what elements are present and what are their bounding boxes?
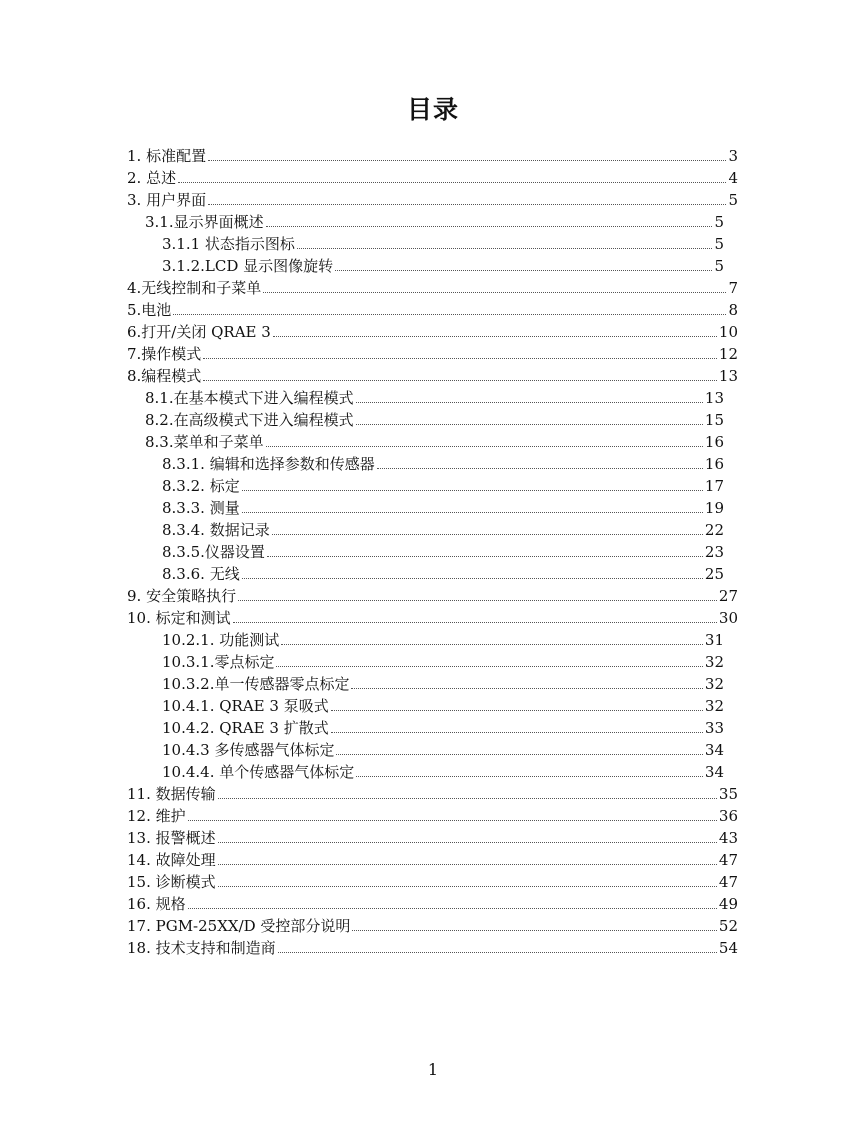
toc-entry-label: 8.1.在基本模式下进入编程模式 <box>145 389 354 407</box>
toc-entry-label: 15. 诊断模式 <box>127 873 216 891</box>
toc-entry[interactable] <box>162 693 724 715</box>
toc-entry-label: 3.1.显示界面概述 <box>145 213 264 231</box>
toc-leader-dots <box>272 534 703 535</box>
toc-entry[interactable] <box>127 781 738 803</box>
toc-leader-dots <box>208 160 726 161</box>
toc-entry-label: 5.电池 <box>127 301 172 319</box>
page-number: 1 <box>427 1060 439 1079</box>
toc-leader-dots <box>331 732 703 733</box>
toc-entry-page: 7 <box>728 279 738 297</box>
toc-entry-page: 13 <box>704 389 724 407</box>
toc-entry-page: 34 <box>704 763 724 781</box>
toc-entry-page: 16 <box>704 455 724 473</box>
toc-entry[interactable] <box>162 671 724 693</box>
toc-entry-label: 18. 技术支持和制造商 <box>127 939 276 957</box>
toc-entry-label: 8.3.3. 测量 <box>162 499 240 517</box>
toc-leader-dots <box>203 358 717 359</box>
toc-entry-label: 12. 维护 <box>127 807 186 825</box>
toc-entry-page: 17 <box>704 477 724 495</box>
toc-entry-page: 47 <box>718 851 738 869</box>
toc-entry-page: 49 <box>718 895 738 913</box>
toc-entry-label: 8.3.4. 数据记录 <box>162 521 270 539</box>
toc-entry-label: 14. 故障处理 <box>127 851 216 869</box>
toc-entry[interactable] <box>145 385 724 407</box>
toc-entry[interactable] <box>127 605 738 627</box>
toc-leader-dots <box>336 754 702 755</box>
toc-entry[interactable] <box>127 319 738 341</box>
toc-entry-label: 8.3.1. 编辑和选择参数和传感器 <box>162 455 375 473</box>
toc-entry-page: 33 <box>704 719 724 737</box>
toc-leader-dots <box>276 666 702 667</box>
toc-leader-dots <box>173 314 726 315</box>
toc-leader-dots <box>356 424 703 425</box>
toc-entry-label: 10.4.1. QRAE 3 泵吸式 <box>162 697 329 715</box>
toc-entry[interactable] <box>127 803 738 825</box>
toc-entry-label: 11. 数据传输 <box>127 785 216 803</box>
toc-entry-label: 8.编程模式 <box>127 367 202 385</box>
toc-entry-label: 4.无线控制和子菜单 <box>127 279 262 297</box>
toc-entry[interactable] <box>145 209 724 231</box>
toc-entry[interactable] <box>162 759 724 781</box>
toc-leader-dots <box>242 512 703 513</box>
toc-entry[interactable] <box>162 231 724 253</box>
toc-entry-label: 10. 标定和测试 <box>127 609 231 627</box>
toc-entry-page: 4 <box>728 169 738 187</box>
toc-entry[interactable] <box>162 473 724 495</box>
toc-leader-dots <box>331 710 703 711</box>
toc-entry-label: 17. PGM-25XX/D 受控部分说明 <box>127 917 351 935</box>
toc-entry-page: 32 <box>704 653 724 671</box>
toc-entry[interactable] <box>127 341 738 363</box>
toc-leader-dots <box>278 952 717 953</box>
toc-leader-dots <box>218 842 717 843</box>
toc-entry-label: 10.4.3 多传感器气体标定 <box>162 741 335 759</box>
toc-entry-page: 35 <box>718 785 738 803</box>
toc-leader-dots <box>356 402 703 403</box>
toc-entry[interactable] <box>162 715 724 737</box>
toc-entry-label: 16. 规格 <box>127 895 186 913</box>
toc-entry[interactable] <box>162 539 724 561</box>
toc-entry[interactable] <box>127 913 738 935</box>
toc-entry-label: 3. 用户界面 <box>127 191 207 209</box>
toc-entry-label: 10.3.1.零点标定 <box>162 653 275 671</box>
toc-entry-page: 15 <box>704 411 724 429</box>
toc-entry[interactable] <box>127 935 738 957</box>
toc-leader-dots <box>188 908 717 909</box>
toc-leader-dots <box>263 292 726 293</box>
toc-entry-page: 13 <box>718 367 738 385</box>
toc-entry-page: 25 <box>704 565 724 583</box>
toc-entry[interactable] <box>145 429 724 451</box>
toc-entry[interactable] <box>127 869 738 891</box>
toc-entry-label: 6.打开/关闭 QRAE 3 <box>127 323 271 341</box>
toc-entry[interactable] <box>127 143 738 165</box>
toc-entry-page: 32 <box>704 675 724 693</box>
toc-entry-label: 2. 总述 <box>127 169 177 187</box>
toc-leader-dots <box>356 776 703 777</box>
toc-leader-dots <box>335 270 712 271</box>
toc-leader-dots <box>267 556 703 557</box>
toc-entry-label: 8.2.在高级模式下进入编程模式 <box>145 411 354 429</box>
toc-entry-label: 1. 标准配置 <box>127 147 207 165</box>
toc-leader-dots <box>377 468 703 469</box>
toc-entry-label: 10.4.2. QRAE 3 扩散式 <box>162 719 329 737</box>
toc-entry-label: 9. 安全策略执行 <box>127 587 237 605</box>
toc-entry-page: 5 <box>714 257 724 275</box>
toc-entry[interactable] <box>162 737 724 759</box>
toc-entry-page: 43 <box>718 829 738 847</box>
toc-entry-label: 3.1.1 状态指示图标 <box>162 235 295 253</box>
toc-entry-page: 23 <box>704 543 724 561</box>
toc-entry[interactable] <box>127 297 738 319</box>
toc-entry-page: 30 <box>718 609 738 627</box>
toc-leader-dots <box>242 578 703 579</box>
toc-entry-page: 47 <box>718 873 738 891</box>
toc-leader-dots <box>266 446 703 447</box>
toc-entry-page: 10 <box>718 323 738 341</box>
toc-leader-dots <box>218 886 717 887</box>
toc-entry-label: 8.3.菜单和子菜单 <box>145 433 264 451</box>
toc-entry[interactable] <box>162 627 724 649</box>
toc-entry[interactable] <box>127 847 738 869</box>
toc-leader-dots <box>273 336 717 337</box>
toc-leader-dots <box>188 820 717 821</box>
toc-entry[interactable] <box>127 275 738 297</box>
toc-entry-label: 8.3.5.仪器设置 <box>162 543 265 561</box>
toc-entry[interactable] <box>145 407 724 429</box>
toc-entry-label: 10.3.2.单一传感器零点标定 <box>162 675 350 693</box>
toc-entry[interactable] <box>162 495 724 517</box>
toc-leader-dots <box>208 204 726 205</box>
toc-entry-label: 8.3.2. 标定 <box>162 477 240 495</box>
toc-entry-page: 52 <box>718 917 738 935</box>
toc-entry-label: 3.1.2.LCD 显示图像旋转 <box>162 257 334 275</box>
toc-entry[interactable] <box>162 253 724 275</box>
toc-entry-label: 7.操作模式 <box>127 345 202 363</box>
toc-leader-dots <box>351 688 702 689</box>
toc-leader-dots <box>178 182 726 183</box>
toc-leader-dots <box>266 226 713 227</box>
toc-leader-dots <box>297 248 713 249</box>
toc-entry-page: 36 <box>718 807 738 825</box>
toc-entry-page: 27 <box>718 587 738 605</box>
toc-entry[interactable] <box>162 517 724 539</box>
toc-leader-dots <box>352 930 716 931</box>
toc-entry[interactable] <box>127 891 738 913</box>
page-title: 目录 <box>406 95 459 124</box>
toc-entry[interactable] <box>127 187 738 209</box>
toc-entry-page: 16 <box>704 433 724 451</box>
toc-leader-dots <box>242 490 703 491</box>
toc-entry[interactable] <box>162 561 724 583</box>
toc-entry-page: 3 <box>728 147 738 165</box>
toc-leader-dots <box>233 622 717 623</box>
toc-entry-label: 10.2.1. 功能测试 <box>162 631 280 649</box>
toc-leader-dots <box>203 380 717 381</box>
toc-entry-page: 5 <box>728 191 738 209</box>
toc-entry-page: 32 <box>704 697 724 715</box>
toc-entry-page: 8 <box>728 301 738 319</box>
toc-entry-label: 10.4.4. 单个传感器气体标定 <box>162 763 355 781</box>
toc-entry-page: 54 <box>718 939 738 957</box>
toc-entry[interactable] <box>162 649 724 671</box>
toc-leader-dots <box>281 644 703 645</box>
toc-entry-page: 31 <box>704 631 724 649</box>
toc-entry-page: 5 <box>714 213 724 231</box>
toc-entry-page: 5 <box>714 235 724 253</box>
toc-entry-page: 19 <box>704 499 724 517</box>
toc-leader-dots <box>218 798 717 799</box>
toc-entry-label: 8.3.6. 无线 <box>162 565 240 583</box>
toc-entry-page: 22 <box>704 521 724 539</box>
toc-entry[interactable] <box>127 825 738 847</box>
toc-entry-page: 34 <box>704 741 724 759</box>
toc-leader-dots <box>238 600 717 601</box>
toc-entry[interactable] <box>127 165 738 187</box>
toc-leader-dots <box>218 864 717 865</box>
toc-entry[interactable] <box>127 363 738 385</box>
toc-entry[interactable] <box>127 583 738 605</box>
toc-entry-label: 13. 报警概述 <box>127 829 216 847</box>
toc-entry[interactable] <box>162 451 724 473</box>
toc-entry-page: 12 <box>718 345 738 363</box>
